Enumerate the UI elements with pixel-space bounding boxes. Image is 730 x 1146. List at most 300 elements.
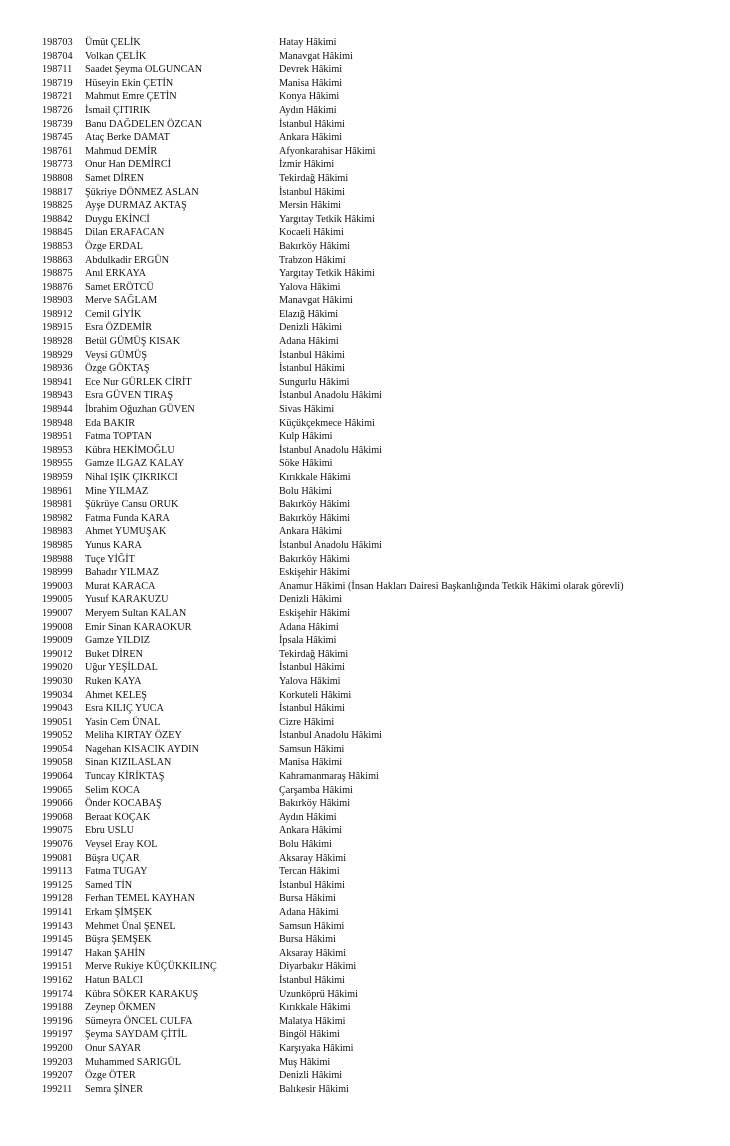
entry-name: Esra GÜVEN TIRAŞ [85, 390, 174, 402]
entry-position: İstanbul Hâkimi [279, 703, 345, 715]
entry-id: 198903 [42, 295, 73, 307]
entry-position: Malatya Hâkimi [279, 1015, 346, 1027]
list-row [0, 498, 730, 512]
list-row [0, 186, 730, 200]
entry-position: Sungurlu Hâkimi [279, 376, 350, 388]
entry-name: Hüseyin Ekin ÇETİN [85, 77, 174, 89]
entry-id: 198711 [42, 64, 73, 76]
list-row [0, 36, 730, 50]
entry-position: İzmir Hâkimi [279, 159, 335, 171]
entry-id: 198943 [42, 390, 73, 402]
entry-id: 198875 [42, 268, 73, 280]
entry-position: Afyonkarahisar Hâkimi [279, 145, 376, 157]
list-row [0, 648, 730, 662]
entry-id: 198863 [42, 254, 73, 266]
entry-id: 198703 [42, 37, 73, 48]
list-row [0, 947, 730, 961]
entry-id: 199051 [42, 716, 73, 728]
entry-position: Adana Hâkimi [279, 621, 339, 633]
list-row [0, 770, 730, 784]
entry-name: Şeyma SAYDAM ÇİTİL [85, 1029, 188, 1041]
entry-name: Kübra SÖKER KARAKUŞ [85, 988, 199, 1000]
entry-id: 198929 [42, 349, 73, 361]
list-row [0, 634, 730, 648]
entry-name: Önder KOCABAŞ [85, 798, 162, 810]
entry-id: 198928 [42, 336, 73, 348]
entry-name: Duygu EKİNCİ [85, 213, 150, 225]
entry-id: 199162 [42, 974, 73, 986]
entry-id: 199054 [42, 743, 73, 755]
entry-position: İstanbul Hâkimi [279, 118, 345, 130]
entry-id: 199058 [42, 757, 73, 769]
entry-position: Bolu Hâkimi [279, 839, 332, 851]
entry-position: Aksaray Hâkimi [279, 852, 347, 864]
entry-position: Balıkesir Hâkimi [279, 1083, 349, 1095]
entry-name: Cemil GİYİK [85, 308, 142, 320]
entry-name: Tuçe YİĞİT [85, 553, 135, 565]
entry-name: Betül GÜMÜŞ KISAK [85, 336, 181, 348]
list-row [0, 756, 730, 770]
list-row [0, 349, 730, 363]
entry-name: Meliha KIRTAY ÖZEY [85, 730, 182, 742]
entry-name: Özge ÖTER [85, 1070, 136, 1082]
list-row [0, 566, 730, 580]
list-row [0, 389, 730, 403]
entry-id: 198988 [42, 553, 73, 565]
entry-name: Ruken KAYA [85, 675, 142, 687]
list-row [0, 838, 730, 852]
entry-id: 198951 [42, 431, 73, 443]
entry-position: Korkuteli Hâkimi [279, 689, 352, 701]
entry-id: 198983 [42, 526, 73, 538]
list-row [0, 118, 730, 132]
entry-name: Ahmet KELEŞ [85, 689, 147, 701]
entry-id: 198912 [42, 308, 73, 320]
entry-name: Onur Han DEMİRCİ [85, 159, 172, 171]
entry-position: Ankara Hâkimi [279, 526, 343, 538]
list-row [0, 607, 730, 621]
entry-id: 198704 [42, 50, 73, 62]
entry-position: İstanbul Hâkimi [279, 879, 345, 891]
entry-id: 199143 [42, 920, 73, 932]
entry-position: Elazığ Hâkimi [279, 308, 339, 320]
list-row [0, 689, 730, 703]
list-row [0, 226, 730, 240]
entry-position: Eskişehir Hâkimi [279, 607, 351, 619]
entry-position: Manavgat Hâkimi [279, 295, 353, 307]
entry-name: Gamze YILDIZ [85, 635, 150, 647]
entry-id: 198955 [42, 458, 73, 470]
entry-id: 198745 [42, 132, 73, 144]
entry-id: 199203 [42, 1056, 73, 1068]
entry-position: Bursa Hâkimi [279, 893, 336, 905]
list-row [0, 403, 730, 417]
entry-id: 199211 [42, 1083, 73, 1095]
entry-name: Ayşe DURMAZ AKTAŞ [85, 200, 187, 212]
list-row [0, 362, 730, 376]
entry-id: 199012 [42, 648, 73, 660]
entry-name: Samet DİREN [85, 172, 145, 184]
entry-name: Banu DAĞDELEN ÖZCAN [85, 118, 203, 130]
entry-position: Manisa Hâkimi [279, 77, 343, 89]
entry-name: Fatma Funda KARA [85, 512, 170, 524]
entry-id: 199128 [42, 893, 73, 905]
entry-position: Samsun Hâkimi [279, 920, 345, 932]
entry-name: Emir Sinan KARAOKUR [85, 621, 192, 633]
list-row [0, 729, 730, 743]
entry-position: Yalova Hâkimi [279, 675, 341, 687]
entry-id: 199066 [42, 798, 73, 810]
entry-name: Hakan ŞAHİN [85, 947, 146, 959]
entry-id: 199197 [42, 1029, 73, 1041]
entry-name: Bahadır YILMAZ [85, 567, 160, 579]
entry-name: Hatun BALCI [85, 974, 144, 986]
entry-name: İsmail ÇITIRIK [85, 104, 151, 116]
entry-position: Manavgat Hâkimi [279, 50, 353, 62]
entry-position: Bakırköy Hâkimi [279, 553, 351, 565]
entry-position: Denizli Hâkimi [279, 594, 343, 606]
list-row [0, 294, 730, 308]
entry-name: Mine YILMAZ [85, 485, 149, 497]
entry-position: Bakırköy Hâkimi [279, 499, 351, 511]
entry-position: Bolu Hâkimi [279, 485, 332, 497]
entry-id: 199081 [42, 852, 73, 864]
entry-id: 198719 [42, 77, 73, 89]
entry-position: Yalova Hâkimi [279, 281, 341, 293]
list-row [0, 675, 730, 689]
list-row [0, 1069, 730, 1083]
list-row [0, 376, 730, 390]
entry-id: 199076 [42, 839, 73, 851]
entry-position: İstanbul Anadolu Hâkimi [279, 539, 382, 551]
entry-name: Merve Rukiye KÜÇÜKKILINÇ [85, 961, 217, 973]
list-row [0, 335, 730, 349]
entry-id: 199174 [42, 988, 73, 1000]
entry-position: Samsun Hâkimi [279, 743, 345, 755]
entry-id: 198808 [42, 172, 73, 184]
list-row [0, 824, 730, 838]
list-row [0, 512, 730, 526]
entry-name: Fatma TUGAY [85, 866, 148, 878]
entry-name: Mahmud DEMİR [85, 145, 158, 157]
entry-position: Uzunköprü Hâkimi [279, 988, 358, 1000]
entry-name: Esra KILIÇ YUCA [85, 703, 164, 715]
entry-position: Kahramanmaraş Hâkimi [279, 771, 379, 783]
entry-name: Özge ERDAL [85, 240, 143, 252]
entry-position: Hatay Hâkimi [279, 37, 337, 48]
entry-id: 199052 [42, 730, 73, 742]
list-row [0, 485, 730, 499]
list-row [0, 1056, 730, 1070]
entry-name: Yusuf KARAKUZU [85, 594, 169, 606]
entry-id: 198915 [42, 322, 73, 334]
entry-id: 199141 [42, 907, 73, 918]
entry-position: Adana Hâkimi [279, 336, 339, 348]
entry-id: 199068 [42, 811, 73, 823]
entry-name: İbrahim Oğuzhan GÜVEN [85, 404, 195, 416]
list-row [0, 879, 730, 893]
entry-id: 198961 [42, 485, 73, 497]
entry-position: Anamur Hâkimi (İnsan Hakları Dairesi Başkanlığında Tetkik Hâkimi olarak görevli) [279, 580, 624, 592]
entry-position: Aydın Hâkimi [279, 104, 337, 116]
entry-position: Konya Hâkimi [279, 91, 340, 103]
list-row [0, 104, 730, 118]
entry-position: Karşıyaka Hâkimi [279, 1042, 354, 1054]
entry-position: Bingöl Hâkimi [279, 1029, 340, 1041]
entry-position: Kırıkkale Hâkimi [279, 1002, 351, 1014]
list-row [0, 145, 730, 159]
entry-name: Samed TİN [85, 879, 133, 891]
entry-position: Adana Hâkimi [279, 907, 339, 918]
entry-position: İstanbul Hâkimi [279, 662, 345, 674]
list-row [0, 852, 730, 866]
list-row [0, 661, 730, 675]
entry-name: Erkam ŞİMŞEK [85, 907, 153, 918]
entry-name: Abdulkadir ERGÜN [85, 254, 170, 266]
entry-name: Beraat KOÇAK [85, 811, 151, 823]
entry-name: Sümeyra ÖNCEL CULFA [85, 1015, 193, 1027]
list-row [0, 906, 730, 920]
entry-position: İstanbul Anadolu Hâkimi [279, 730, 382, 742]
entry-id: 199009 [42, 635, 73, 647]
entry-id: 199030 [42, 675, 73, 687]
entry-position: İstanbul Anadolu Hâkimi [279, 444, 382, 456]
entry-name: Ece Nur GÜRLEK CİRİT [85, 376, 192, 388]
entry-position: Ankara Hâkimi [279, 132, 343, 144]
list-row [0, 960, 730, 974]
entry-position: Trabzon Hâkimi [279, 254, 346, 266]
entry-id: 199145 [42, 934, 73, 946]
list-row [0, 716, 730, 730]
list-row [0, 1042, 730, 1056]
entry-position: Kulp Hâkimi [279, 431, 333, 443]
entry-position: Bakırköy Hâkimi [279, 240, 351, 252]
entry-id: 199207 [42, 1070, 73, 1082]
entry-position: Kırıkkale Hâkimi [279, 472, 351, 483]
list-row [0, 457, 730, 471]
entry-name: Ataç Berke DAMAT [85, 132, 170, 144]
list-row [0, 811, 730, 825]
entry-id: 198959 [42, 472, 73, 483]
list-row [0, 158, 730, 172]
entry-name: Mehmet Ünal ŞENEL [85, 920, 176, 932]
list-row [0, 281, 730, 295]
entry-position: Yargıtay Tetkik Hâkimi [279, 268, 375, 280]
list-row [0, 539, 730, 553]
list-row [0, 702, 730, 716]
list-row [0, 444, 730, 458]
entry-id: 198876 [42, 281, 73, 293]
list-row [0, 621, 730, 635]
list-row [0, 90, 730, 104]
entry-position: Küçükçekmece Hâkimi [279, 417, 375, 429]
entry-id: 198985 [42, 539, 73, 551]
entry-name: Mahmut Emre ÇETİN [85, 91, 177, 103]
entry-name: Ebru USLU [85, 825, 134, 837]
list-row [0, 988, 730, 1002]
list-row [0, 892, 730, 906]
entry-id: 198721 [42, 91, 73, 103]
entry-name: Zeynep ÖKMEN [85, 1002, 156, 1014]
entry-position: Manisa Hâkimi [279, 757, 343, 769]
list-row [0, 240, 730, 254]
list-row [0, 784, 730, 798]
entry-id: 198817 [42, 186, 73, 198]
entry-name: Ferhan TEMEL KAYHAN [85, 893, 195, 905]
list-row [0, 580, 730, 594]
entry-name: Nagehan KISACIK AYDIN [85, 743, 199, 755]
entry-position: İstanbul Hâkimi [279, 974, 345, 986]
entry-name: Özge GÖKTAŞ [85, 363, 150, 375]
entry-position: Kocaeli Hâkimi [279, 227, 344, 239]
entry-name: Nihal IŞIK ÇIKRIKCI [85, 472, 178, 483]
entry-name: Ahmet YUMUŞAK [85, 526, 167, 538]
entry-name: Büşra UÇAR [85, 852, 140, 864]
list-row [0, 430, 730, 444]
entry-id: 198761 [42, 145, 73, 157]
entry-name: Samet ERÖTCÜ [85, 281, 154, 293]
entry-id: 198981 [42, 499, 73, 511]
entry-id: 198853 [42, 240, 73, 252]
entry-id: 199200 [42, 1042, 73, 1054]
entry-id: 198842 [42, 213, 73, 225]
list-row [0, 974, 730, 988]
entry-position: İstanbul Hâkimi [279, 349, 345, 361]
entry-name: Büşra ŞEMŞEK [85, 934, 152, 946]
entry-name: Esra ÖZDEMİR [85, 322, 153, 334]
entry-name: Yasin Cem ÜNAL [85, 716, 161, 728]
entry-position: Denizli Hâkimi [279, 1070, 343, 1082]
entry-name: Selim KOCA [85, 784, 141, 796]
entry-position: Mersin Hâkimi [279, 200, 341, 212]
list-row [0, 471, 730, 485]
list-row [0, 77, 730, 91]
entry-id: 198999 [42, 567, 73, 579]
entry-position: İstanbul Hâkimi [279, 186, 345, 198]
entry-name: Fatma TOPTAN [85, 431, 153, 443]
entry-name: Meryem Sultan KALAN [85, 607, 187, 619]
entry-position: Yargıtay Tetkik Hâkimi [279, 213, 375, 225]
list-row [0, 213, 730, 227]
entry-position: Sivas Hâkimi [279, 404, 335, 416]
entry-id: 199034 [42, 689, 73, 701]
entry-name: Onur SAYAR [85, 1042, 141, 1054]
entry-position: Muş Hâkimi [279, 1056, 331, 1068]
entry-id: 198739 [42, 118, 73, 130]
entry-id: 198845 [42, 227, 73, 239]
entry-name: Veysi GÜMÜŞ [85, 349, 147, 361]
list-row [0, 417, 730, 431]
list-row [0, 1015, 730, 1029]
entry-name: Muhammed SARIGÜL [85, 1056, 181, 1068]
entry-name: Anıl ERKAYA [85, 268, 147, 280]
entry-id: 199064 [42, 771, 73, 783]
entry-name: Dilan ERAFACAN [85, 227, 165, 239]
list-row [0, 1083, 730, 1097]
entry-name: Uğur YEŞİLDAL [85, 662, 158, 674]
entry-position: Bursa Hâkimi [279, 934, 336, 946]
entry-position: Aksaray Hâkimi [279, 947, 347, 959]
list-row [0, 1028, 730, 1042]
entry-name: Tuncay KİRİKTAŞ [85, 771, 165, 783]
entry-position: Tekirdağ Hâkimi [279, 172, 349, 184]
entry-id: 198953 [42, 444, 73, 456]
entry-position: Diyarbakır Hâkimi [279, 961, 357, 973]
list-row [0, 797, 730, 811]
entry-position: Söke Hâkimi [279, 458, 333, 470]
entry-position: Bakırköy Hâkimi [279, 512, 351, 524]
list-row [0, 743, 730, 757]
list-row [0, 593, 730, 607]
list-row [0, 933, 730, 947]
list-row [0, 865, 730, 879]
entry-id: 198726 [42, 104, 73, 116]
entry-position: Ankara Hâkimi [279, 825, 343, 837]
list-row [0, 308, 730, 322]
entry-name: Ümüt ÇELİK [85, 37, 141, 48]
list-row [0, 525, 730, 539]
entry-position: Cizre Hâkimi [279, 716, 335, 728]
entry-name: Semra ŞİNER [85, 1083, 144, 1095]
entry-position: İpsala Hâkimi [279, 635, 337, 647]
entry-id: 198825 [42, 200, 73, 212]
entry-name: Kübra HEKİMOĞLU [85, 444, 175, 456]
entry-position: Çarşamba Hâkimi [279, 784, 353, 796]
entry-id: 199043 [42, 703, 73, 715]
list-row [0, 321, 730, 335]
entry-name: Yunus KARA [85, 539, 142, 551]
entry-id: 199065 [42, 784, 73, 796]
entry-name: Gamze ILGAZ KALAY [85, 458, 185, 470]
entry-id: 198773 [42, 159, 73, 171]
list-row [0, 172, 730, 186]
list-row [0, 553, 730, 567]
entry-position: Aydın Hâkimi [279, 811, 337, 823]
entry-name: Merve SAĞLAM [85, 295, 158, 307]
entry-id: 199005 [42, 594, 73, 606]
entry-id: 199125 [42, 879, 73, 891]
entry-name: Şükriye DÖNMEZ ASLAN [85, 186, 199, 198]
list-row [0, 63, 730, 77]
entry-id: 199188 [42, 1002, 73, 1014]
entry-id: 198944 [42, 404, 73, 416]
entry-name: Sinan KIZILASLAN [85, 757, 172, 769]
list-row [0, 131, 730, 145]
entry-name: Murat KARACA [85, 580, 156, 592]
entry-name: Volkan ÇELİK [85, 50, 147, 62]
entry-id: 199196 [42, 1015, 73, 1027]
entry-position: Eskişehir Hâkimi [279, 567, 351, 579]
entry-id: 198936 [42, 363, 73, 375]
entry-id: 199113 [42, 866, 73, 878]
entry-position: Bakırköy Hâkimi [279, 798, 351, 810]
entry-id: 199007 [42, 607, 73, 619]
entry-id: 198982 [42, 512, 73, 524]
entry-name: Veysel Eray KOL [85, 839, 158, 851]
entry-position: Tercan Hâkimi [279, 866, 340, 878]
entry-name: Buket DİREN [85, 648, 144, 660]
list-row [0, 199, 730, 213]
entry-id: 198948 [42, 417, 73, 429]
entry-position: Tekirdağ Hâkimi [279, 648, 349, 660]
entry-name: Eda BAKIR [85, 417, 136, 429]
entry-position: İstanbul Hâkimi [279, 363, 345, 375]
list-row [0, 50, 730, 64]
entry-id: 198941 [42, 376, 73, 388]
entry-id: 199008 [42, 621, 73, 633]
list-row [0, 920, 730, 934]
entry-id: 199020 [42, 662, 73, 674]
